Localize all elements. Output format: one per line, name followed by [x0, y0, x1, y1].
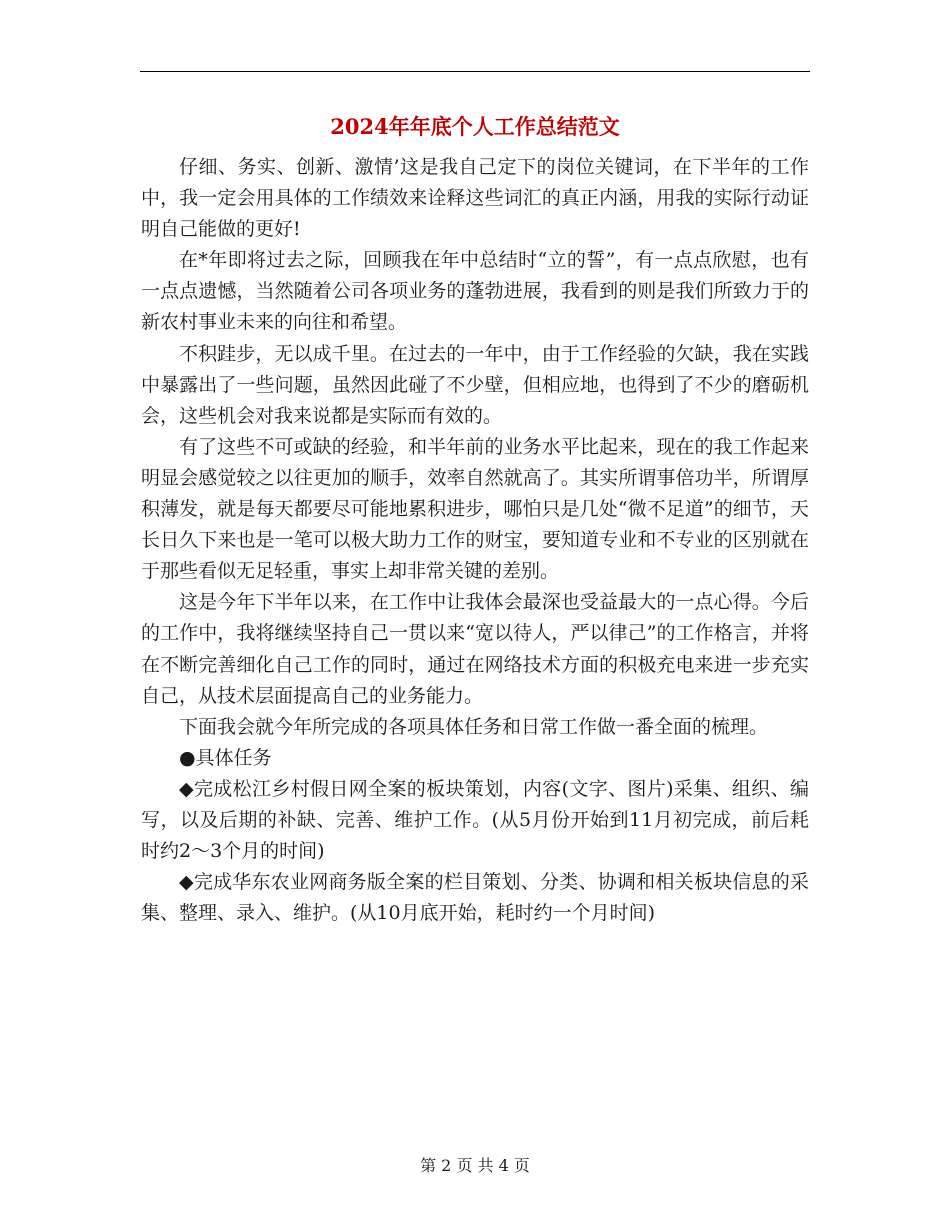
paragraph: 这是今年下半年以来，在工作中让我体会最深也受益最大的一点心得。今后的工作中，我将继续坚持自己一贯以来“宽以待人，严以律己”的工作格言，并将在不断完善细化自己工作的同时，通过在网络技术方面的积极充电来进一步充实自己，从技术层面提高自己的业务能力。: [141, 591, 809, 707]
document-title: 2024年年底个人工作总结范文: [330, 114, 620, 139]
page-indicator: 第 2 页 共 4 页: [420, 1156, 530, 1175]
paragraph: 在*年即将过去之际，回顾我在年中总结时“立的誓”，有一点点欣慰，也有一点点遗憾，当然随着公司各项业务的蓬勃进展，我看到的则是我们所致力于的新农村事业未来的向往和希望。: [141, 249, 809, 334]
document-body: [141, 152, 809, 929]
header-rule: [140, 71, 810, 72]
paragraph: 仔细、务实、创新、激情’这是我自己定下的岗位关键词，在下半年的工作中，我一定会用具体的工作绩效来诠释这些词汇的真正内涵，用我的实际行动证明自己能做的更好!: [141, 156, 809, 241]
task-item: ◆完成华东农业网商务版全案的栏目策划、分类、协调和相关板块信息的采集、整理、录入、维护。(从10月底开始，耗时约一个月时间): [141, 871, 809, 925]
task-item: ◆完成松江乡村假日网全案的板块策划，内容(文字、图片)采集、组织、编写，以及后期的补缺、完善、维护工作。(从5月份开始到11月初完成，前后耗时约2～3个月的时间): [141, 777, 809, 863]
paragraph: 不积跬步，无以成千里。在过去的一年中，由于工作经验的欠缺，我在实践中暴露出了一些问题，虽然因此碰了不少壁，但相应地，也得到了不少的磨砺机会，这些机会对我来说都是实际而有效的。: [141, 342, 809, 427]
paragraph: 有了这些不可或缺的经验，和半年前的业务水平比起来，现在的我工作起来明显会感觉较之以往更加的顺手，效率自然就高了。其实所谓事倍功半，所谓厚积薄发，就是每天都要尽可能地累积进步，哪怕只是几处“微不足道”的细节，天长日久下来也是一笔可以极大助力工作的财宝，要知道专业和不专业的区别就在于那些看似无足轻重，事实上却非常关键的差别。: [141, 435, 809, 583]
section-heading: ●具体任务: [179, 746, 272, 769]
paragraph: 下面我会就今年所完成的各项具体任务和日常工作做一番全面的梳理。: [179, 715, 769, 738]
